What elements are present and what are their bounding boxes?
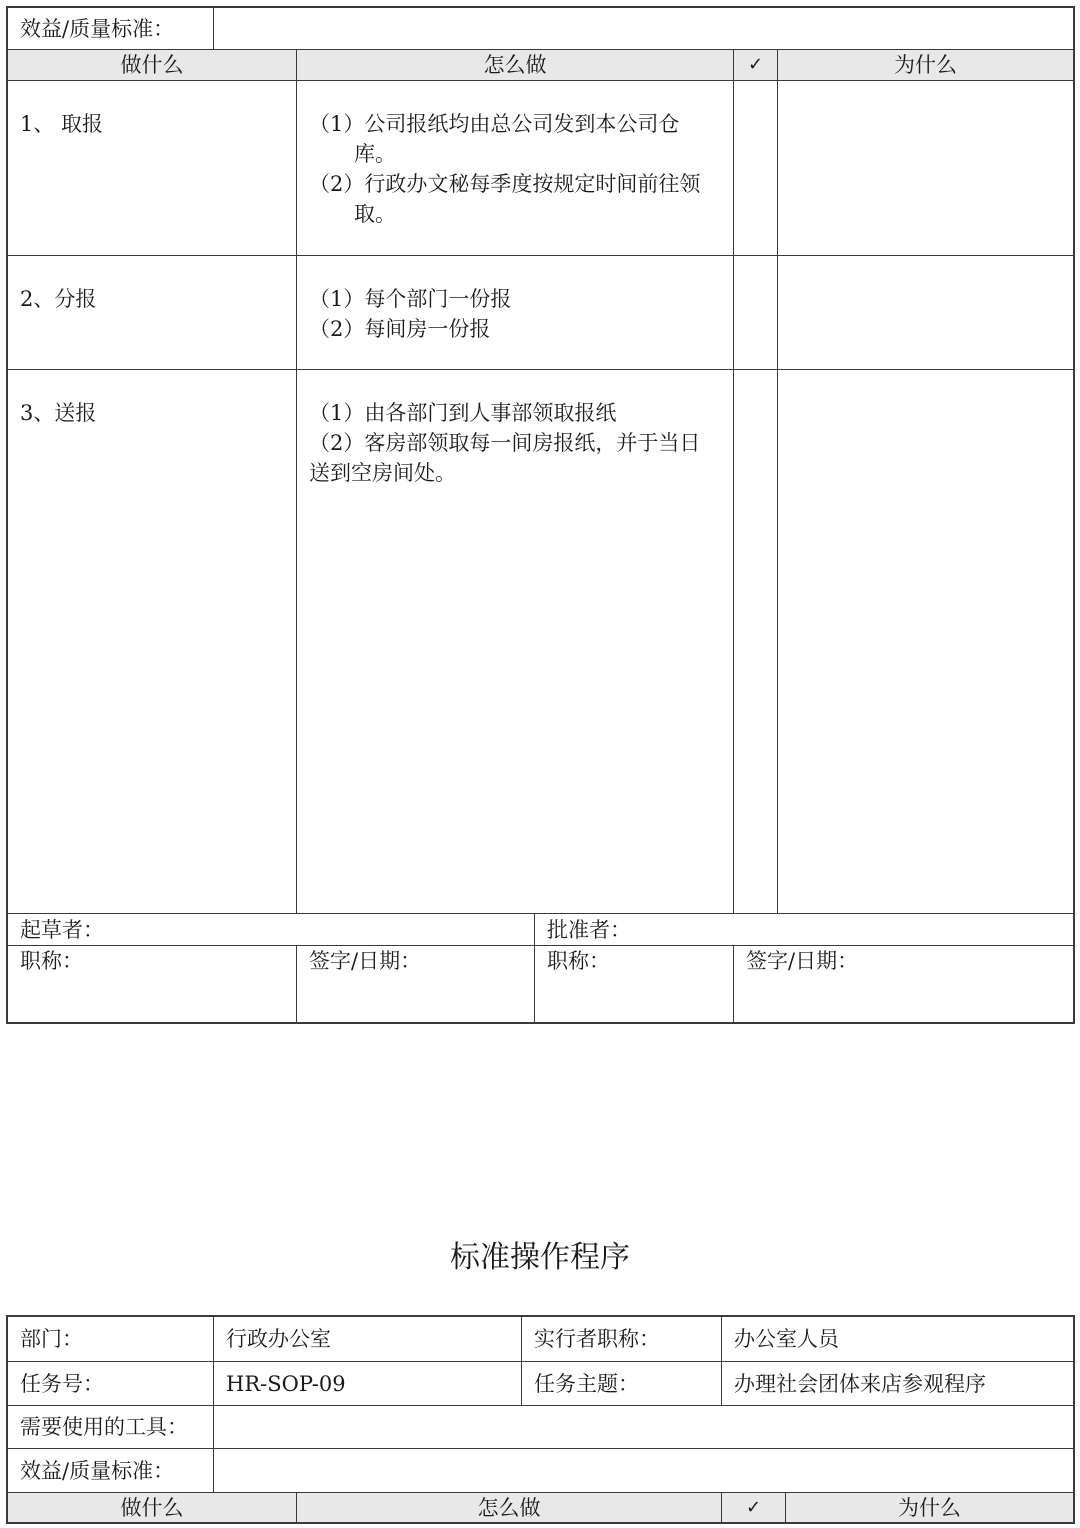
instruction-line: （1）每个部门一份报	[309, 287, 512, 311]
instruction-line: （2）行政办文秘每季度按规定时间前往领取。	[309, 172, 701, 226]
executor-value: 办公室人员	[722, 1317, 1074, 1362]
tools-label: 需要使用的工具：	[8, 1406, 214, 1449]
dept-value: 行政办公室	[214, 1317, 522, 1362]
col-header-why: 为什么	[786, 1493, 1074, 1523]
benefit-label: 效益/质量标准：	[8, 1449, 214, 1493]
approver-title-field: 职称：	[535, 946, 734, 1023]
instruction-line: （2）客房部领取每一间房报纸，并于当日送到空房间处。	[309, 431, 701, 485]
step-label: 1、 取报	[8, 81, 297, 256]
col-header-check: ✓	[734, 50, 778, 81]
drafter-title-field: 职称：	[8, 946, 297, 1023]
col-header-how: 怎么做	[297, 1493, 722, 1523]
tools-value[interactable]	[214, 1406, 1074, 1449]
check-cell[interactable]	[734, 256, 778, 370]
sop-table-continued	[7, 7, 1074, 1023]
instruction-line: （1）公司报纸均由总公司发到本公司仓库。	[309, 112, 680, 166]
task-no-label: 任务号：	[8, 1362, 214, 1406]
page-title: 标准操作程序	[450, 1240, 630, 1275]
check-cell[interactable]	[734, 370, 778, 914]
benefit-value[interactable]	[214, 1449, 1074, 1493]
step-label: 3、送报	[8, 370, 297, 914]
task-no-value: HR-SOP-09	[214, 1362, 522, 1406]
col-header-how: 怎么做	[297, 50, 734, 81]
executor-label: 实行者职称：	[522, 1317, 722, 1362]
drafter-label: 起草者：	[8, 914, 535, 946]
instruction-line: （2）每间房一份报	[309, 317, 491, 341]
dept-label: 部门：	[8, 1317, 214, 1362]
approver-sign-field: 签字/日期：	[734, 946, 1074, 1023]
step-instructions	[297, 81, 734, 256]
approver-label: 批准者：	[535, 914, 1074, 946]
col-header-what: 做什么	[8, 1493, 297, 1523]
table-row	[8, 81, 1074, 256]
sop-table-header	[7, 1316, 1074, 1523]
benefit-value[interactable]	[214, 8, 1074, 50]
col-header-check: ✓	[722, 1493, 786, 1523]
table-row	[8, 370, 1074, 914]
instruction-line: （1）由各部门到人事部领取报纸	[309, 401, 617, 425]
col-header-what: 做什么	[8, 50, 297, 81]
check-cell[interactable]	[734, 81, 778, 256]
task-topic-value: 办理社会团体来店参观程序	[722, 1362, 1074, 1406]
why-cell	[778, 370, 1074, 914]
why-cell	[778, 81, 1074, 256]
task-topic-label: 任务主题：	[522, 1362, 722, 1406]
table-row	[8, 256, 1074, 370]
step-instructions	[297, 370, 734, 914]
step-label: 2、分报	[8, 256, 297, 370]
benefit-label: 效益/质量标准：	[8, 8, 214, 50]
col-header-why: 为什么	[778, 50, 1074, 81]
why-cell	[778, 256, 1074, 370]
step-instructions	[297, 256, 734, 370]
drafter-sign-field: 签字/日期：	[297, 946, 535, 1023]
